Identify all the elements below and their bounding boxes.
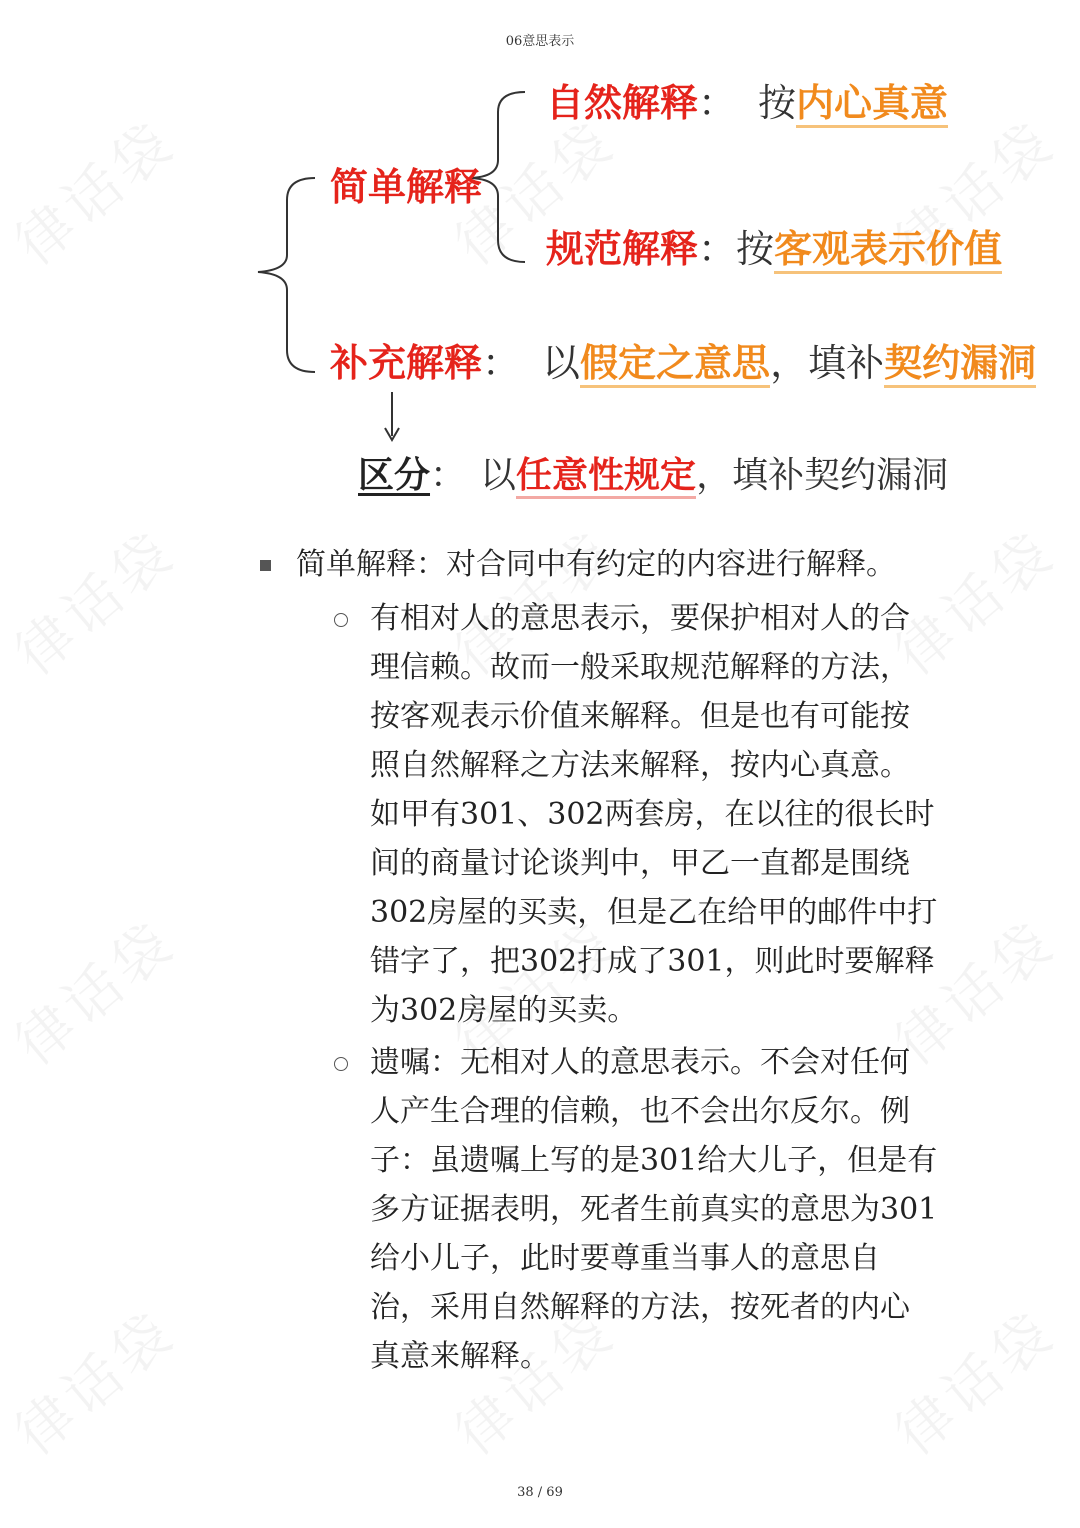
page-number: 38 / 69	[517, 1485, 563, 1500]
supplementary-interpretation-row	[330, 341, 1037, 385]
watermark	[0, 510, 190, 691]
text-line: 遗嘱：无相对人的意思表示。不会对任何	[370, 1045, 910, 1080]
by-text: 按	[736, 227, 775, 271]
text-line: 按客观表示价值来解释。但是也有可能按	[370, 699, 910, 734]
by-text: 以	[480, 455, 517, 496]
text-line: 理信赖。故而一般采取规范解释的方法，	[370, 650, 910, 685]
natural-interpretation-label: 自然解释	[546, 81, 699, 125]
distinguish-label: 区分	[358, 455, 431, 496]
text-line: 为302房屋的买卖。	[370, 993, 638, 1028]
watermark	[0, 1290, 190, 1471]
fill-text: ，填补	[770, 341, 885, 385]
supplementary-interpretation-label: 补充解释	[330, 341, 483, 385]
default-rules-value: 任意性规定	[516, 455, 696, 499]
colon: ：	[482, 341, 521, 385]
interpretation-diagram	[0, 0, 1080, 520]
watermark	[0, 900, 190, 1081]
text-line: 有相对人的意思表示，要保护相对人的合	[370, 601, 910, 636]
text-line: 错字了，把302打成了301，则此时要解释	[370, 944, 935, 979]
distinguish-row	[358, 455, 949, 496]
colon: ：	[430, 455, 467, 496]
contract-gap-value: 契约漏洞	[884, 341, 1036, 388]
colon: ：	[698, 227, 737, 271]
natural-interpretation-row	[546, 81, 949, 125]
text-line: 间的商量讨论谈判中，甲乙一直都是围绕	[370, 846, 910, 881]
simple-interpretation-label: 简单解释	[330, 165, 483, 209]
normative-interpretation-value: 客观表示价值	[774, 227, 1002, 274]
normative-interpretation-label: 规范解释	[546, 227, 699, 271]
natural-interpretation-value: 内心真意	[796, 81, 948, 128]
outer-brace	[258, 178, 315, 372]
running-header: 06意思表示	[505, 34, 575, 49]
text-line: 人产生合理的信赖，也不会出尔反尔。例	[370, 1094, 910, 1129]
hypothetical-intent-value: 假定之意思	[580, 341, 770, 388]
text-line: 302房屋的买卖，但是乙在给甲的邮件中打	[370, 895, 938, 930]
by-text: 按	[758, 81, 797, 125]
text-line: 如甲有301、302两套房，在以往的很长时	[370, 797, 935, 832]
colon: ：	[698, 81, 737, 125]
text-line: 子：虽遗嘱上写的是301给大儿子，但是有	[370, 1143, 938, 1178]
text-line: 真意来解释。	[370, 1339, 550, 1374]
text-line: 治，采用自然解释的方法，按死者的内心	[370, 1290, 910, 1325]
text-line: 照自然解释之方法来解释，按内心真意。	[370, 748, 910, 783]
sub-item-relative-party	[370, 594, 980, 1035]
by-text: 以	[542, 341, 581, 385]
normative-interpretation-row	[546, 227, 1003, 271]
text-line: 给小儿子，此时要尊重当事人的意思自	[370, 1241, 880, 1276]
circle-bullet-icon	[334, 1057, 348, 1071]
bullet-simple-interpretation: 简单解释：对合同中有约定的内容进行解释。	[296, 547, 896, 582]
fill-gap-text: ，填补契约漏洞	[696, 455, 949, 496]
square-bullet-icon	[260, 560, 271, 571]
circle-bullet-icon	[334, 613, 348, 627]
sub-item-will	[370, 1038, 980, 1381]
text-line: 多方证据表明，死者生前真实的意思为301	[370, 1192, 938, 1227]
